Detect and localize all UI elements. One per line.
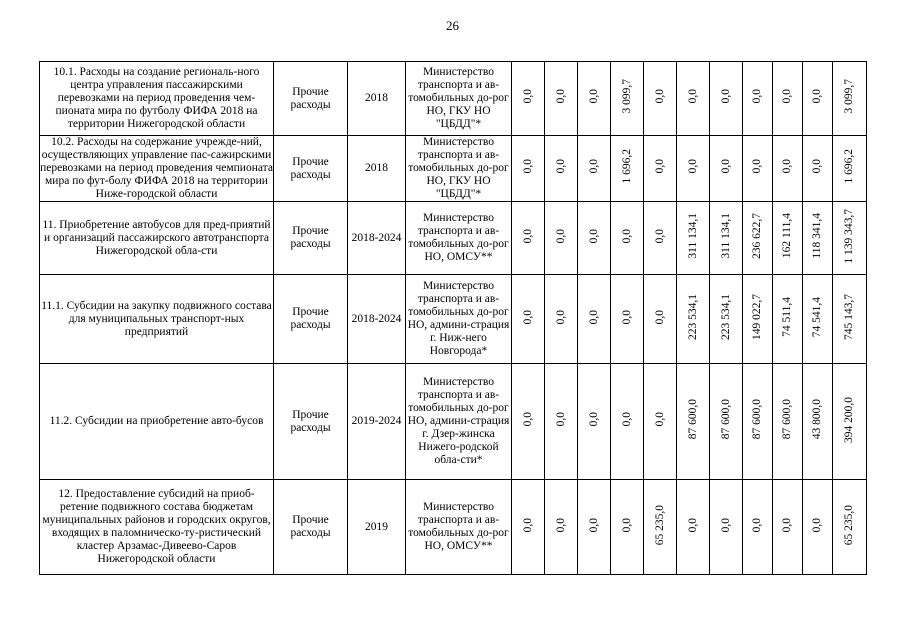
expense-type-cell: Прочие расходы xyxy=(274,480,348,575)
amount-cell xyxy=(710,480,743,575)
amount-value: 0,0 xyxy=(521,412,534,427)
amount-value: 0,0 xyxy=(521,309,534,325)
budget-table xyxy=(39,61,867,575)
amount-value: 0,0 xyxy=(587,517,600,533)
executor-cell: Министерство транспорта и ав-томобильных до-рог НО, ОМСУ** xyxy=(406,202,512,275)
amount-value: 0,0 xyxy=(554,517,567,533)
expense-type-cell: Прочие расходы xyxy=(274,62,348,136)
amount-cell xyxy=(578,202,611,275)
amount-cell xyxy=(803,136,833,202)
amount-value: 0,0 xyxy=(620,228,633,244)
amount-value: 0,0 xyxy=(719,89,732,104)
amount-value: 43 800,0 xyxy=(811,399,823,440)
executor-cell: Министерство транспорта и ав-томобильных до-рог НО, ГКУ НО "ЦБДД"* xyxy=(406,136,512,202)
amount-cell xyxy=(644,480,677,575)
amount-value: 65 235,0 xyxy=(653,504,666,546)
expense-type-cell: Прочие расходы xyxy=(274,364,348,480)
amount-value: 0,0 xyxy=(653,89,666,104)
amount-cell xyxy=(677,364,710,480)
amount-value: 0,0 xyxy=(686,159,699,174)
amount-value: 74 541,4 xyxy=(811,296,823,338)
amount-value: 0,0 xyxy=(686,517,699,533)
activity-name-cell: 11.2. Субсидии на приобретение авто-бусов xyxy=(40,364,274,480)
amount-cell xyxy=(803,62,833,136)
amount-value: 0,0 xyxy=(719,517,732,533)
amount-value: 0,0 xyxy=(719,159,732,174)
amount-value: 3 099,7 xyxy=(843,79,855,114)
amount-value: 87 600,0 xyxy=(781,399,793,440)
amount-cell xyxy=(803,480,833,575)
amount-cell xyxy=(743,136,773,202)
amount-value: 0,0 xyxy=(653,309,666,325)
amount-value: 0,0 xyxy=(653,159,666,174)
amount-cell xyxy=(512,202,545,275)
amount-value: 1 696,2 xyxy=(620,149,633,184)
amount-cell xyxy=(833,62,867,136)
amount-value: 0,0 xyxy=(521,159,534,174)
amount-value: 87 600,0 xyxy=(751,399,763,440)
amount-cell xyxy=(677,136,710,202)
amount-cell xyxy=(578,62,611,136)
amount-value: 311 134,1 xyxy=(686,213,699,259)
amount-cell xyxy=(710,202,743,275)
amount-cell xyxy=(773,62,803,136)
amount-cell xyxy=(773,275,803,364)
executor-cell: Министерство транспорта и ав-томобильных до-рог НО, админи-страция г. Дзер-жинска Нижего-родской обла-сти* xyxy=(406,364,512,480)
activity-name-cell: 11.1. Субсидии на закупку подвижного состава для муниципальных транспорт-ных предприятий xyxy=(40,275,274,364)
table-row xyxy=(40,275,867,364)
amount-value: 0,0 xyxy=(620,517,633,533)
amount-value: 223 534,1 xyxy=(719,294,732,340)
amount-value: 87 600,0 xyxy=(719,399,732,440)
period-cell: 2018 xyxy=(348,136,406,202)
amount-cell xyxy=(644,275,677,364)
amount-cell xyxy=(512,275,545,364)
amount-cell xyxy=(545,136,578,202)
amount-cell xyxy=(611,202,644,275)
amount-cell xyxy=(773,136,803,202)
amount-value: 0,0 xyxy=(587,309,600,325)
amount-value: 0,0 xyxy=(587,228,600,244)
amount-cell xyxy=(833,275,867,364)
amount-cell xyxy=(611,275,644,364)
amount-cell xyxy=(578,364,611,480)
amount-cell xyxy=(710,62,743,136)
amount-value: 0,0 xyxy=(554,412,567,427)
amount-cell xyxy=(512,480,545,575)
period-cell: 2018 xyxy=(348,62,406,136)
amount-cell xyxy=(578,275,611,364)
table-row xyxy=(40,480,867,575)
expense-type-cell: Прочие расходы xyxy=(274,275,348,364)
executor-cell: Министерство транспорта и ав-томобильных до-рог НО, админи-страция г. Ниж-него Новгорода* xyxy=(406,275,512,364)
amount-value: 0,0 xyxy=(587,159,600,174)
amount-value: 0,0 xyxy=(751,517,763,533)
table-row xyxy=(40,364,867,480)
amount-cell xyxy=(743,480,773,575)
amount-cell xyxy=(644,62,677,136)
amount-value: 0,0 xyxy=(521,517,534,533)
period-cell: 2018-2024 xyxy=(348,275,406,364)
amount-cell xyxy=(677,62,710,136)
amount-value: 65 235,0 xyxy=(843,504,855,546)
amount-value: 74 511,4 xyxy=(781,297,793,337)
amount-cell xyxy=(644,202,677,275)
amount-cell xyxy=(611,480,644,575)
amount-value: 149 022,7 xyxy=(751,294,763,340)
period-cell: 2018-2024 xyxy=(348,202,406,275)
executor-cell: Министерство транспорта и ав-томобильных до-рог НО, ГКУ НО "ЦБДД"* xyxy=(406,62,512,136)
amount-value: 0,0 xyxy=(554,89,567,104)
amount-value: 118 341,4 xyxy=(811,213,823,259)
amount-value: 0,0 xyxy=(653,412,666,427)
amount-cell xyxy=(512,62,545,136)
expense-type-cell: Прочие расходы xyxy=(274,136,348,202)
table-row xyxy=(40,62,867,136)
amount-cell xyxy=(512,136,545,202)
amount-cell xyxy=(578,136,611,202)
table-row xyxy=(40,136,867,202)
amount-value: 0,0 xyxy=(751,89,763,104)
amount-value: 0,0 xyxy=(521,228,534,244)
amount-cell xyxy=(644,364,677,480)
expense-type-cell: Прочие расходы xyxy=(274,202,348,275)
period-cell: 2019-2024 xyxy=(348,364,406,480)
amount-cell xyxy=(545,275,578,364)
amount-value: 0,0 xyxy=(811,89,823,104)
amount-cell xyxy=(677,480,710,575)
amount-cell xyxy=(611,364,644,480)
amount-value: 0,0 xyxy=(554,309,567,325)
amount-cell xyxy=(545,480,578,575)
amount-value: 0,0 xyxy=(587,412,600,427)
amount-value: 0,0 xyxy=(620,309,633,325)
amount-cell xyxy=(773,480,803,575)
amount-value: 0,0 xyxy=(781,159,793,174)
amount-value: 0,0 xyxy=(811,159,823,174)
amount-cell xyxy=(677,275,710,364)
amount-cell xyxy=(512,364,545,480)
activity-name-cell: 11. Приобретение автобусов для пред-приятий и организаций пассажирского автотранспорта Нижегородской обла-сти xyxy=(40,202,274,275)
amount-value: 162 111,4 xyxy=(781,213,793,259)
amount-value: 0,0 xyxy=(653,228,666,244)
amount-cell xyxy=(545,364,578,480)
amount-cell xyxy=(710,364,743,480)
amount-cell xyxy=(743,275,773,364)
amount-value: 236 622,7 xyxy=(751,213,763,259)
amount-value: 223 534,1 xyxy=(686,294,699,340)
amount-cell xyxy=(803,275,833,364)
amount-cell xyxy=(803,202,833,275)
amount-cell xyxy=(545,62,578,136)
amount-value: 0,0 xyxy=(781,89,793,104)
amount-cell xyxy=(833,364,867,480)
amount-value: 0,0 xyxy=(751,159,763,174)
amount-value: 0,0 xyxy=(811,517,823,533)
period-cell: 2019 xyxy=(348,480,406,575)
activity-name-cell: 10.2. Расходы на содержание учрежде-ний, осуществляющих управление пас-сажирскими перевозками на период проведения чемпионата мира по фут-болу ФИФА 2018 на территории Ниже-городской области xyxy=(40,136,273,200)
amount-cell xyxy=(773,202,803,275)
table-row xyxy=(40,202,867,275)
page-number: 26 xyxy=(446,18,459,33)
amount-cell xyxy=(611,62,644,136)
amount-value: 3 099,7 xyxy=(620,79,633,114)
amount-value: 1 139 343,7 xyxy=(843,208,855,264)
amount-value: 87 600,0 xyxy=(686,399,699,440)
amount-value: 0,0 xyxy=(587,89,600,104)
amount-value: 0,0 xyxy=(554,159,567,174)
amount-value: 394 200,0 xyxy=(843,396,855,443)
amount-value: 311 134,1 xyxy=(719,213,732,259)
amount-cell xyxy=(743,364,773,480)
amount-cell xyxy=(833,480,867,575)
amount-cell xyxy=(710,136,743,202)
amount-cell xyxy=(743,62,773,136)
amount-cell xyxy=(773,364,803,480)
amount-value: 0,0 xyxy=(686,89,699,104)
amount-value: 1 696,2 xyxy=(843,149,855,184)
amount-value: 0,0 xyxy=(781,517,793,533)
executor-cell: Министерство транспорта и ав-томобильных до-рог НО, ОМСУ** xyxy=(406,480,512,575)
amount-cell xyxy=(611,136,644,202)
amount-value: 0,0 xyxy=(620,412,633,427)
amount-cell xyxy=(743,202,773,275)
activity-name-cell: 12. Предоставление субсидий на приоб-ретение подвижного состава бюджетам муниципальных районов и городских округов, входящих в паломническо-ту-ристический кластер Арзамас-Дивеево-Саров Нижегородской области xyxy=(40,480,274,575)
amount-value: 0,0 xyxy=(554,228,567,244)
amount-cell xyxy=(803,364,833,480)
amount-cell xyxy=(644,136,677,202)
amount-value: 745 143,7 xyxy=(843,294,855,340)
amount-value: 0,0 xyxy=(521,89,534,104)
activity-name-cell: 10.1. Расходы на создание региональ-ного центра управления пассажирскими перевозками на период проведения чем-пионата мира по футболу ФИФА 2018 на территории Нижегородской области xyxy=(40,62,274,136)
amount-cell xyxy=(545,202,578,275)
amount-cell xyxy=(578,480,611,575)
amount-cell xyxy=(710,275,743,364)
amount-cell xyxy=(833,202,867,275)
amount-cell xyxy=(677,202,710,275)
amount-cell xyxy=(833,136,867,202)
